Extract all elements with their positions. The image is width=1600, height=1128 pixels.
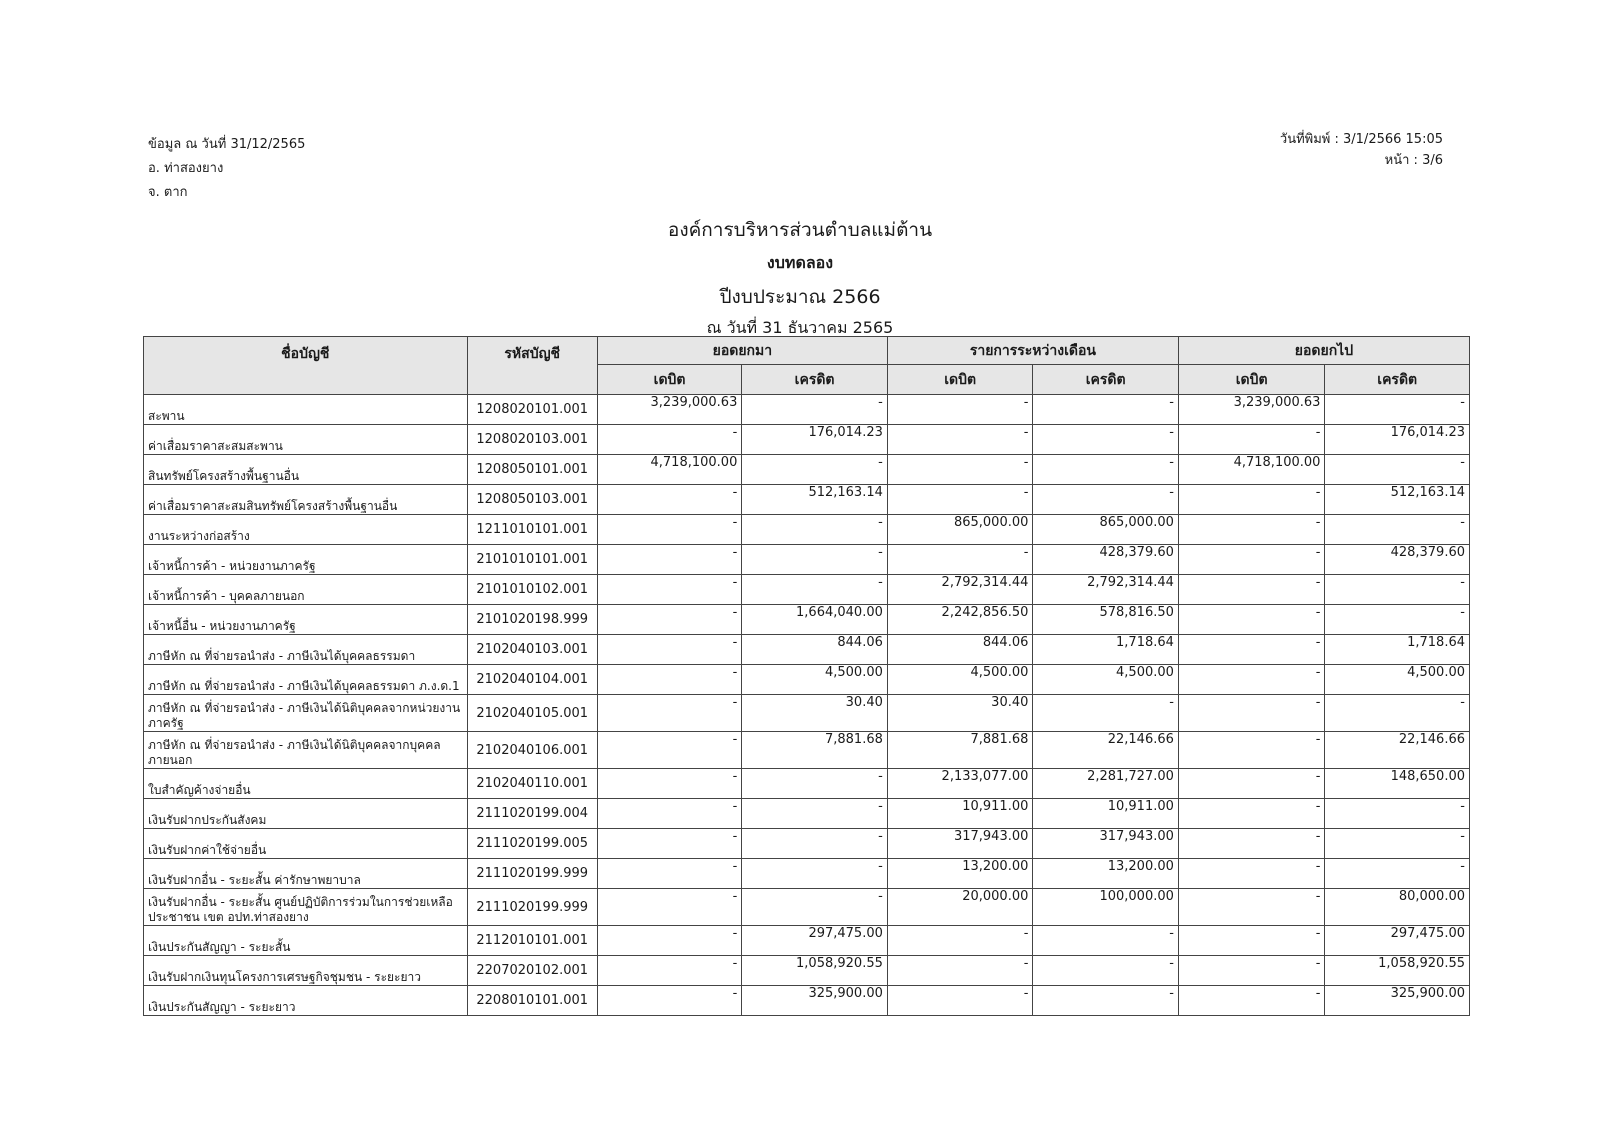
closing-credit-cell: -	[1325, 515, 1470, 545]
closing-debit-cell: -	[1178, 956, 1325, 986]
header-opening-balance: ยอดยกมา	[597, 337, 887, 365]
during-debit-cell: -	[887, 986, 1033, 1016]
during-debit-cell: 20,000.00	[887, 889, 1033, 926]
closing-debit-cell: 4,718,100.00	[1178, 455, 1325, 485]
table-row	[144, 485, 1470, 515]
account-name: เงินประกันสัญญา - ระยะยาว	[144, 986, 468, 1016]
account-name: งานระหว่างก่อสร้าง	[144, 515, 468, 545]
account-code: 2111020199.999	[467, 859, 597, 889]
during-debit-cell: 844.06	[887, 635, 1033, 665]
during-credit-cell: 10,911.00	[1033, 799, 1179, 829]
closing-debit-cell: -	[1178, 425, 1325, 455]
closing-credit-cell: 1,718.64	[1325, 635, 1470, 665]
during-credit-cell: 22,146.66	[1033, 732, 1179, 769]
opening-credit-cell: -	[742, 859, 888, 889]
opening-credit-cell: 7,881.68	[742, 732, 888, 769]
opening-credit-cell: 325,900.00	[742, 986, 888, 1016]
opening-credit-cell: -	[742, 455, 888, 485]
closing-debit-cell: -	[1178, 986, 1325, 1016]
during-debit-cell: 2,792,314.44	[887, 575, 1033, 605]
opening-credit-cell: 176,014.23	[742, 425, 888, 455]
opening-debit-cell: -	[597, 665, 742, 695]
closing-debit-cell: -	[1178, 515, 1325, 545]
during-credit-cell: -	[1033, 956, 1179, 986]
during-credit-cell: 2,281,727.00	[1033, 769, 1179, 799]
opening-debit-cell: -	[597, 926, 742, 956]
during-debit-cell: 4,500.00	[887, 665, 1033, 695]
closing-credit-cell: 4,500.00	[1325, 665, 1470, 695]
closing-credit-cell: -	[1325, 455, 1470, 485]
account-name: เงินรับฝากอื่น - ระยะสั้น ค่ารักษาพยาบาล	[144, 859, 468, 889]
opening-debit-cell: 4,718,100.00	[597, 455, 742, 485]
account-name: ภาษีหัก ณ ที่จ่ายรอนำส่ง - ภาษีเงินได้นิติบุคคลจากบุคคลภายนอก	[144, 732, 468, 769]
opening-debit-cell: -	[597, 732, 742, 769]
header-credit: เครดิต	[1325, 365, 1470, 395]
closing-credit-cell: 22,146.66	[1325, 732, 1470, 769]
closing-debit-cell: -	[1178, 485, 1325, 515]
closing-debit-cell: -	[1178, 605, 1325, 635]
opening-credit-cell: -	[742, 515, 888, 545]
header-account-name: ชื่อบัญชี	[144, 337, 468, 395]
table-row	[144, 926, 1470, 956]
table-row	[144, 799, 1470, 829]
during-credit-cell: 100,000.00	[1033, 889, 1179, 926]
account-code: 2101010102.001	[467, 575, 597, 605]
district: อ. ท่าสองยาง	[148, 161, 224, 176]
opening-debit-cell: -	[597, 695, 742, 732]
table-row	[144, 695, 1470, 732]
account-code: 2102040103.001	[467, 635, 597, 665]
organization-name: องค์การบริหารส่วนตำบลแม่ต้าน	[667, 219, 933, 241]
account-name: สะพาน	[144, 395, 468, 425]
header-debit: เดบิต	[887, 365, 1033, 395]
during-debit-cell: -	[887, 425, 1033, 455]
during-credit-cell: -	[1033, 986, 1179, 1016]
opening-credit-cell: -	[742, 395, 888, 425]
closing-credit-cell: 428,379.60	[1325, 545, 1470, 575]
account-name: สินทรัพย์โครงสร้างพื้นฐานอื่น	[144, 455, 468, 485]
closing-debit-cell: -	[1178, 889, 1325, 926]
during-debit-cell: -	[887, 485, 1033, 515]
table-row	[144, 575, 1470, 605]
opening-debit-cell: -	[597, 799, 742, 829]
during-debit-cell: 10,911.00	[887, 799, 1033, 829]
closing-debit-cell: -	[1178, 545, 1325, 575]
during-debit-cell: 2,133,077.00	[887, 769, 1033, 799]
during-credit-cell: 1,718.64	[1033, 635, 1179, 665]
closing-debit-cell: -	[1178, 769, 1325, 799]
closing-debit-cell: -	[1178, 635, 1325, 665]
as-of-date: ณ วันที่ 31 ธันวาคม 2565	[706, 318, 894, 337]
closing-debit-cell: -	[1178, 665, 1325, 695]
table-row	[144, 665, 1470, 695]
account-code: 2101020198.999	[467, 605, 597, 635]
trial-balance-table	[143, 336, 1470, 1016]
account-code: 2111020199.999	[467, 889, 597, 926]
closing-debit-cell: -	[1178, 695, 1325, 732]
header-left	[148, 138, 305, 210]
during-credit-cell: -	[1033, 926, 1179, 956]
table-row	[144, 395, 1470, 425]
closing-debit-cell: -	[1178, 926, 1325, 956]
closing-credit-cell: -	[1325, 575, 1470, 605]
opening-credit-cell: 30.40	[742, 695, 888, 732]
opening-credit-cell: 844.06	[742, 635, 888, 665]
during-debit-cell: -	[887, 455, 1033, 485]
opening-debit-cell: -	[597, 635, 742, 665]
opening-credit-cell: -	[742, 799, 888, 829]
account-name: เงินรับฝากเงินทุนโครงการเศรษฐกิจชุมชน - ระยะยาว	[144, 956, 468, 986]
table-row	[144, 605, 1470, 635]
header-credit: เครดิต	[742, 365, 888, 395]
account-code: 2111020199.005	[467, 829, 597, 859]
opening-credit-cell: -	[742, 829, 888, 859]
opening-credit-cell: 1,058,920.55	[742, 956, 888, 986]
table-row	[144, 425, 1470, 455]
table-body	[144, 395, 1470, 1016]
opening-debit-cell: -	[597, 485, 742, 515]
account-code: 1208020103.001	[467, 425, 597, 455]
opening-credit-cell: -	[742, 769, 888, 799]
closing-credit-cell: -	[1325, 799, 1470, 829]
account-code: 1211010101.001	[467, 515, 597, 545]
opening-debit-cell: -	[597, 769, 742, 799]
during-debit-cell: 7,881.68	[887, 732, 1033, 769]
account-name: เจ้าหนี้การค้า - หน่วยงานภาครัฐ	[144, 545, 468, 575]
account-name: เงินรับฝากค่าใช้จ่ายอื่น	[144, 829, 468, 859]
account-code: 2208010101.001	[467, 986, 597, 1016]
account-name: ค่าเสื่อมราคาสะสมสินทรัพย์โครงสร้างพื้นฐานอื่น	[144, 485, 468, 515]
closing-credit-cell: -	[1325, 395, 1470, 425]
opening-debit-cell: -	[597, 986, 742, 1016]
opening-debit-cell: -	[597, 956, 742, 986]
closing-credit-cell: -	[1325, 695, 1470, 732]
closing-debit-cell: -	[1178, 799, 1325, 829]
opening-credit-cell: -	[742, 889, 888, 926]
closing-credit-cell: -	[1325, 829, 1470, 859]
opening-debit-cell: -	[597, 889, 742, 926]
during-debit-cell: 13,200.00	[887, 859, 1033, 889]
closing-credit-cell: 148,650.00	[1325, 769, 1470, 799]
opening-credit-cell: 4,500.00	[742, 665, 888, 695]
during-debit-cell: -	[887, 926, 1033, 956]
closing-credit-cell: 176,014.23	[1325, 425, 1470, 455]
header-credit: เครดิต	[1033, 365, 1179, 395]
during-debit-cell: 865,000.00	[887, 515, 1033, 545]
opening-credit-cell: -	[742, 545, 888, 575]
table-row	[144, 545, 1470, 575]
province: จ. ตาก	[148, 185, 188, 200]
opening-credit-cell: 512,163.14	[742, 485, 888, 515]
account-code: 2111020199.004	[467, 799, 597, 829]
during-credit-cell: -	[1033, 455, 1179, 485]
table-row	[144, 956, 1470, 986]
account-name: เงินรับฝากประกันสังคม	[144, 799, 468, 829]
closing-debit-cell: 3,239,000.63	[1178, 395, 1325, 425]
closing-credit-cell: -	[1325, 605, 1470, 635]
account-code: 2102040104.001	[467, 665, 597, 695]
account-code: 1208050101.001	[467, 455, 597, 485]
closing-debit-cell: -	[1178, 575, 1325, 605]
account-name: ภาษีหัก ณ ที่จ่ายรอนำส่ง - ภาษีเงินได้บุคคลธรรมดา ภ.ง.ด.1	[144, 665, 468, 695]
table-row	[144, 635, 1470, 665]
during-credit-cell: 4,500.00	[1033, 665, 1179, 695]
during-debit-cell: 317,943.00	[887, 829, 1033, 859]
header-account-code: รหัสบัญชี	[467, 337, 597, 395]
account-code: 2102040106.001	[467, 732, 597, 769]
header-right	[1280, 133, 1443, 175]
account-code: 2102040105.001	[467, 695, 597, 732]
account-code: 1208050103.001	[467, 485, 597, 515]
data-date: ข้อมูล ณ วันที่ 31/12/2565	[148, 137, 306, 152]
report-titles	[0, 215, 1600, 341]
closing-credit-cell: 1,058,920.55	[1325, 956, 1470, 986]
opening-debit-cell: -	[597, 829, 742, 859]
table-row	[144, 859, 1470, 889]
during-credit-cell: -	[1033, 485, 1179, 515]
account-code: 2102040110.001	[467, 769, 597, 799]
closing-credit-cell: 297,475.00	[1325, 926, 1470, 956]
during-debit-cell: -	[887, 956, 1033, 986]
opening-debit-cell: -	[597, 859, 742, 889]
account-name: ภาษีหัก ณ ที่จ่ายรอนำส่ง - ภาษีเงินได้นิติบุคคลจากหน่วยงานภาครัฐ	[144, 695, 468, 732]
opening-debit-cell: -	[597, 605, 742, 635]
opening-credit-cell: 297,475.00	[742, 926, 888, 956]
page-number: หน้า : 3/6	[1384, 153, 1443, 168]
fiscal-year: ปีงบประมาณ 2566	[719, 286, 881, 308]
during-debit-cell: 2,242,856.50	[887, 605, 1033, 635]
closing-credit-cell: -	[1325, 859, 1470, 889]
account-name: เงินรับฝากอื่น - ระยะสั้น ศูนย์ปฏิบัติการร่วมในการช่วยเหลือประชาชน เขต อปท.ท่าสองยาง	[144, 889, 468, 926]
opening-debit-cell: -	[597, 575, 742, 605]
during-debit-cell: 30.40	[887, 695, 1033, 732]
account-name: ภาษีหัก ณ ที่จ่ายรอนำส่ง - ภาษีเงินได้บุคคลธรรมดา	[144, 635, 468, 665]
closing-credit-cell: 80,000.00	[1325, 889, 1470, 926]
account-code: 1208020101.001	[467, 395, 597, 425]
account-code: 2101010101.001	[467, 545, 597, 575]
closing-debit-cell: -	[1178, 859, 1325, 889]
table-row	[144, 515, 1470, 545]
account-code: 2112010101.001	[467, 926, 597, 956]
opening-debit-cell: -	[597, 425, 742, 455]
print-date: วันที่พิมพ์ : 3/1/2566 15:05	[1279, 132, 1443, 147]
account-name: เงินประกันสัญญา - ระยะสั้น	[144, 926, 468, 956]
table-row	[144, 769, 1470, 799]
during-credit-cell: -	[1033, 395, 1179, 425]
table-row	[144, 889, 1470, 926]
header-closing-balance: ยอดยกไป	[1178, 337, 1469, 365]
closing-credit-cell: 512,163.14	[1325, 485, 1470, 515]
table-row	[144, 986, 1470, 1016]
account-name: เจ้าหนี้อื่น - หน่วยงานภาครัฐ	[144, 605, 468, 635]
closing-debit-cell: -	[1178, 732, 1325, 769]
account-name: ใบสำคัญค้างจ่ายอื่น	[144, 769, 468, 799]
header-debit: เดบิต	[597, 365, 742, 395]
opening-credit-cell: 1,664,040.00	[742, 605, 888, 635]
document-title: งบทดลอง	[766, 253, 834, 272]
account-name: ค่าเสื่อมราคาสะสมสะพาน	[144, 425, 468, 455]
header-debit: เดบิต	[1178, 365, 1325, 395]
during-debit-cell: -	[887, 395, 1033, 425]
during-credit-cell: -	[1033, 695, 1179, 732]
closing-debit-cell: -	[1178, 829, 1325, 859]
during-credit-cell: 578,816.50	[1033, 605, 1179, 635]
closing-credit-cell: 325,900.00	[1325, 986, 1470, 1016]
account-code: 2207020102.001	[467, 956, 597, 986]
opening-debit-cell: 3,239,000.63	[597, 395, 742, 425]
opening-debit-cell: -	[597, 545, 742, 575]
account-name: เจ้าหนี้การค้า - บุคคลภายนอก	[144, 575, 468, 605]
opening-credit-cell: -	[742, 575, 888, 605]
table-row	[144, 732, 1470, 769]
during-credit-cell: -	[1033, 425, 1179, 455]
during-credit-cell: 2,792,314.44	[1033, 575, 1179, 605]
table-row	[144, 455, 1470, 485]
header-during-month: รายการระหว่างเดือน	[887, 337, 1178, 365]
during-debit-cell: -	[887, 545, 1033, 575]
table-row	[144, 829, 1470, 859]
during-credit-cell: 317,943.00	[1033, 829, 1179, 859]
opening-debit-cell: -	[597, 515, 742, 545]
during-credit-cell: 865,000.00	[1033, 515, 1179, 545]
during-credit-cell: 428,379.60	[1033, 545, 1179, 575]
during-credit-cell: 13,200.00	[1033, 859, 1179, 889]
